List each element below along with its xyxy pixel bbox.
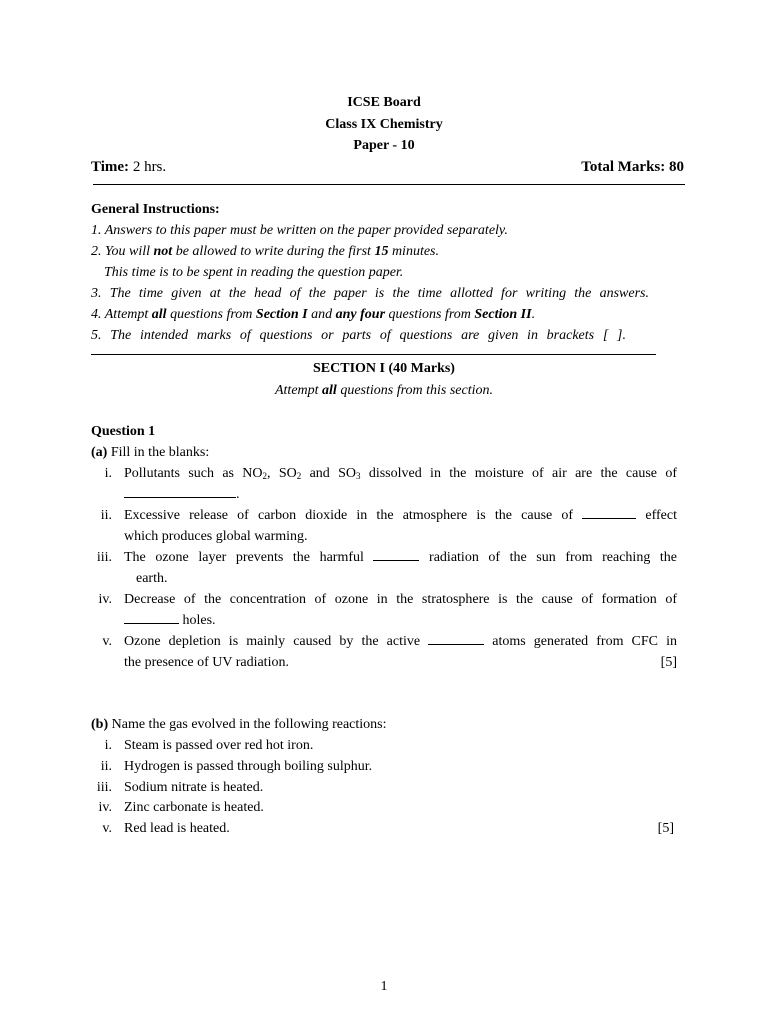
subscript: 2 [262, 471, 268, 481]
section-subtitle [0, 383, 768, 399]
a-item-3-text: The ozone layer prevents the harmful [124, 550, 374, 565]
instruction-4-part: . [531, 307, 536, 322]
a-item-5-line1 [124, 634, 677, 650]
b-item-2-number: ii. [100, 759, 112, 774]
subscript: 3 [356, 471, 361, 481]
a-item-5-line2: the presence of UV radiation. [124, 655, 289, 670]
a-item-2-text: Excessive release of carbon dioxide in the atmosphere is the cause of [124, 508, 583, 523]
time-line [91, 159, 166, 176]
instruction-4-any-four: any four [335, 307, 386, 322]
a-item-1-line1 [124, 466, 677, 482]
a-item-4-line1: Decrease of the concentration of ozone in the stratosphere is the cause of formation of [124, 592, 677, 607]
a-item-1-end: . [236, 487, 240, 502]
a-item-1-line2 [124, 487, 240, 503]
board-title: ICSE Board [347, 95, 421, 110]
section-subtitle-part: questions from this section. [336, 383, 494, 398]
instruction-2-continuation: This time is to be spent in reading the question paper. [104, 265, 404, 280]
a-item-1-text: and SO [301, 466, 357, 481]
a-item-2-line2: which produces global warming. [124, 529, 308, 544]
b-item-2-text: Hydrogen is passed through boiling sulphur. [124, 759, 373, 774]
a-item-1-text: dissolved in the moisture of air are the cause of [360, 466, 677, 481]
fill-blank [373, 550, 419, 561]
a-item-5-text: Ozone depletion is mainly caused by the active [124, 634, 429, 649]
a-item-3-text: radiation of the sun from reaching the [419, 550, 677, 565]
fill-blank [428, 634, 484, 645]
part-a-text: Fill in the blanks: [107, 445, 210, 460]
a-item-4-end: holes. [179, 613, 216, 628]
b-item-5-text: Red lead is heated. [124, 821, 230, 836]
instruction-5: 5. The intended marks of questions or parts of questions are given in brackets [ ]. [91, 328, 626, 343]
instruction-2 [91, 244, 439, 260]
time-value: 2 hrs. [132, 159, 167, 175]
part-a-label: (a) [91, 445, 108, 460]
part-b-heading [91, 717, 387, 733]
instruction-1: 1. Answers to this paper must be written on the paper provided separately. [91, 223, 508, 238]
a-item-5-number: v. [102, 634, 112, 649]
instruction-2-part: minutes. [388, 244, 439, 259]
section-title: SECTION I (40 Marks) [313, 361, 455, 376]
b-item-5-number: v. [102, 821, 112, 836]
a-item-2-number: ii. [100, 508, 112, 523]
time-label: Time: [91, 159, 130, 175]
paper-number: Paper - 10 [353, 138, 415, 153]
section-divider [91, 354, 656, 355]
question-1-title: Question 1 [91, 424, 156, 439]
instruction-3: 3. The time given at the head of the paper is the time allotted for writing the answers. [91, 286, 649, 301]
instruction-4-section-1: Section I [255, 307, 308, 322]
total-marks: Total Marks: 80 [581, 159, 684, 175]
instruction-4-part: questions from [385, 307, 475, 322]
section-subtitle-all: all [322, 383, 337, 398]
page-number: 1 [380, 979, 388, 994]
part-b-marks: [5] [657, 821, 674, 836]
section-subtitle-part: Attempt [274, 383, 323, 398]
a-item-1-text: , SO [267, 466, 297, 481]
a-item-4-line2 [124, 613, 216, 629]
instructions-heading: General Instructions: [91, 202, 220, 217]
b-item-3-text: Sodium nitrate is heated. [124, 780, 264, 795]
b-item-4-text: Zinc carbonate is heated. [124, 800, 264, 815]
b-item-1-text: Steam is passed over red hot iron. [124, 738, 314, 753]
a-item-5-text: atoms generated from CFC in [484, 634, 677, 649]
instruction-4-part: and [307, 307, 336, 322]
b-item-1-number: i. [104, 738, 112, 753]
part-a-marks: [5] [660, 655, 677, 670]
instruction-4-part: questions from [166, 307, 256, 322]
instruction-2-not: not [153, 244, 173, 259]
a-item-2-text: effect [636, 508, 677, 523]
subscript: 2 [296, 471, 302, 481]
a-item-4-number: iv. [98, 592, 112, 607]
header-divider [93, 184, 685, 185]
fill-blank [124, 613, 179, 624]
fill-blank [582, 508, 636, 519]
a-item-1-text: Pollutants such as NO [124, 466, 263, 481]
b-item-4-number: iv. [98, 800, 112, 815]
instruction-2-part: 2. You will [91, 244, 154, 259]
fill-blank [124, 487, 236, 498]
instruction-4 [91, 307, 535, 323]
part-b-text: Name the gas evolved in the following reactions: [108, 717, 387, 732]
instruction-2-minutes: 15 [374, 244, 389, 259]
a-item-1-number: i. [104, 466, 112, 481]
a-item-3-line1 [124, 550, 677, 566]
a-item-3-line2: earth. [136, 571, 168, 586]
instruction-4-section-2: Section II [474, 307, 532, 322]
instruction-4-part: 4. Attempt [91, 307, 152, 322]
a-item-2-line1 [124, 508, 677, 524]
b-item-3-number: iii. [96, 780, 112, 795]
subject-title: Class IX Chemistry [325, 117, 443, 132]
instruction-2-part: be allowed to write during the first [172, 244, 375, 259]
a-item-3-number: iii. [96, 550, 112, 565]
part-b-label: (b) [91, 717, 109, 732]
part-a-heading [91, 445, 209, 461]
instruction-4-all: all [151, 307, 167, 322]
